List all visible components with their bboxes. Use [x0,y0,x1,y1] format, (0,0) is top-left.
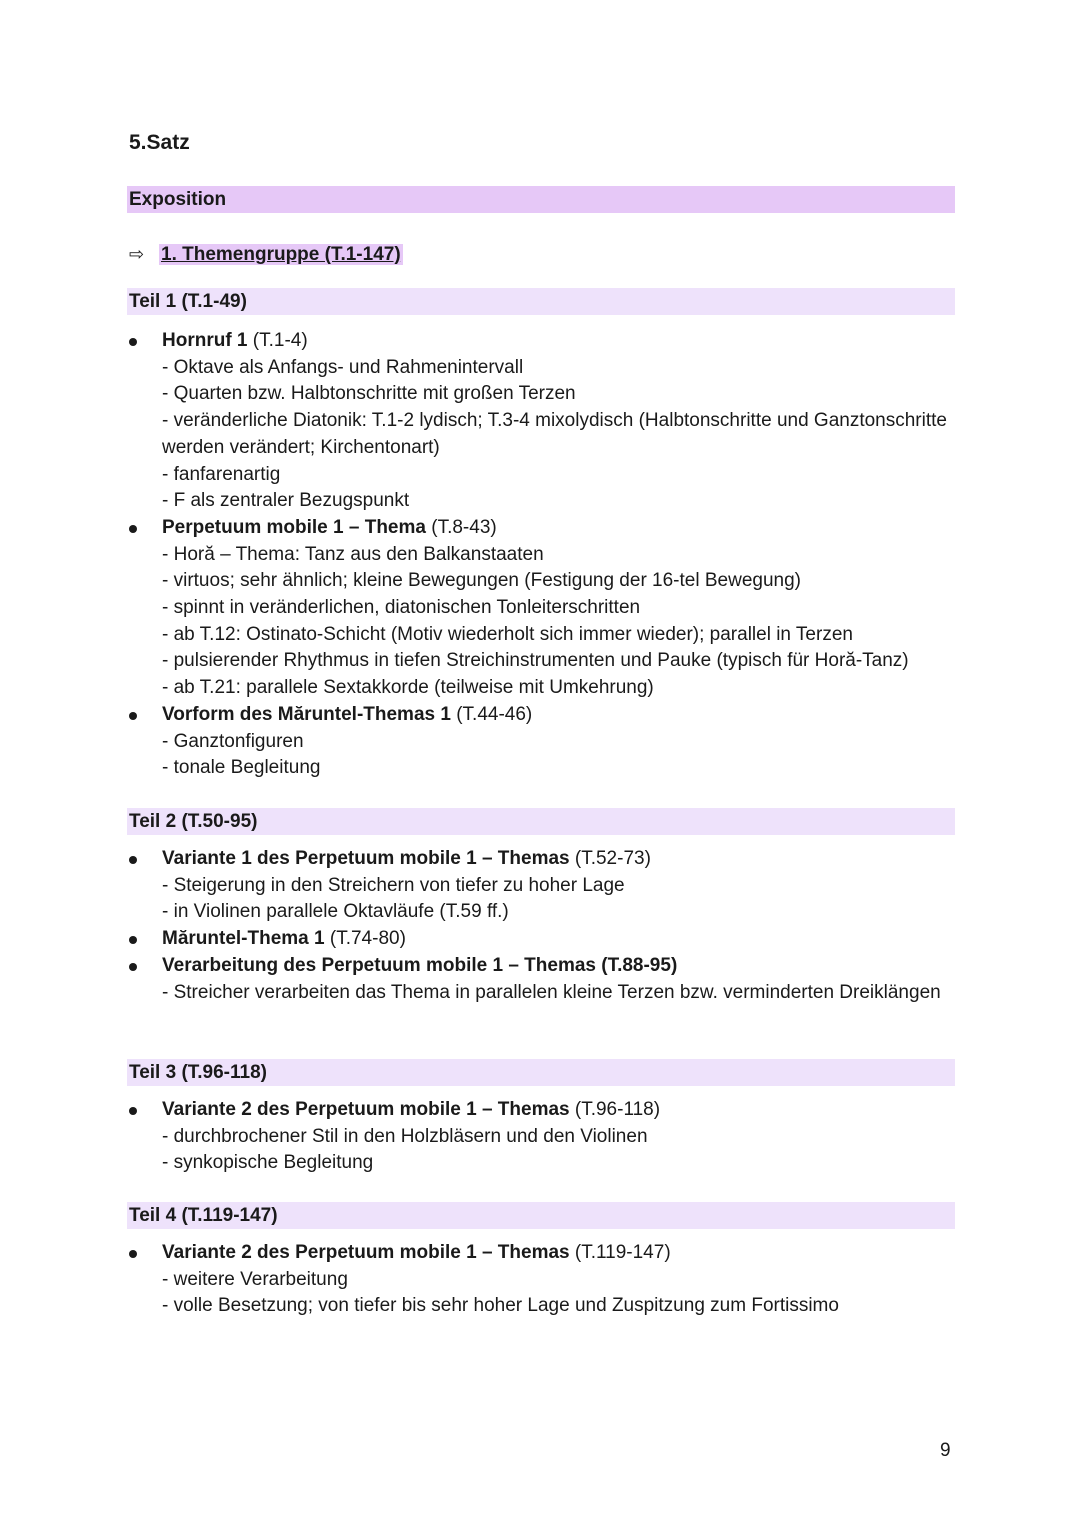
part-3-band: Teil 3 (T.96-118) [127,1059,955,1086]
part-2-list [129,846,969,1006]
list-item [129,846,969,926]
item-line: - F als zentraler Bezugspunkt [162,490,410,512]
item-line: - virtuos; sehr ähnlich; kleine Bewegungen (Festigung der 16-tel Bewegung) [162,570,801,592]
bullet-icon [129,712,137,720]
bullet-icon [129,1250,137,1258]
item-line: - Quarten bzw. Halbtonschritte mit großen Terzen [162,383,576,405]
list-item [129,953,969,1006]
item-title: Variante 2 des Perpetuum mobile 1 – Themas [162,1242,570,1263]
item-line: - tonale Begleitung [162,757,321,779]
item-title: Variante 2 des Perpetuum mobile 1 – Themas [162,1099,570,1120]
list-item [129,926,969,953]
list-item [129,1240,969,1320]
part-3-list [129,1097,969,1177]
item-title: Perpetuum mobile 1 – Thema [162,516,426,538]
page-number: 9 [940,1440,951,1461]
part-4-band: Teil 4 (T.119-147) [127,1202,955,1229]
item-line: - in Violinen parallele Oktavläufe (T.59 ff.) [162,901,509,923]
item-line: - veränderliche Diatonik: T.1-2 lydisch; T.3-4 mixolydisch (Halbtonschritte und Ganztonschritte werden verändert; Kirchentonart) [162,410,947,458]
item-line: - weitere Verarbeitung [162,1268,348,1290]
bullet-icon [129,525,137,533]
item-line: - volle Besetzung; von tiefer bis sehr hoher Lage und Zuspitzung zum Fortissimo [162,1295,839,1317]
item-title: Hornruf 1 [162,330,248,351]
theme-group-line [129,241,403,267]
item-ref: (T.52-73) [569,848,651,869]
part-4-list [129,1240,969,1320]
item-ref: (T.96-118) [569,1099,661,1120]
bullet-icon [129,856,137,864]
item-title: Măruntel-Thema 1 [162,928,325,950]
item-line: - pulsierender Rhythmus in tiefen Streichinstrumenten und Pauke (typisch für Horă-Tanz) [162,650,909,672]
part-1-band: Teil 1 (T.1-49) [127,288,955,315]
item-ref: (T.74-80) [324,928,406,950]
item-line: - Horă – Thema: Tanz aus den Balkanstaaten [162,543,544,565]
item-line: - ab T.12: Ostinato-Schicht (Motiv wiederholt sich immer wieder); parallel in Terzen [162,623,853,645]
list-item [129,702,969,782]
item-line: - Streicher verarbeiten das Thema in parallelen kleine Terzen bzw. verminderten Dreiklängen [162,981,941,1003]
item-line: - fanfarenartig [162,463,281,485]
section-heading: 5.Satz [129,131,190,154]
item-title: Verarbeitung des Perpetuum mobile 1 – Themas (T.88-95) [162,954,678,976]
item-title: Variante 1 des Perpetuum mobile 1 – Themas [162,848,570,869]
item-line: - durchbrochener Stil in den Holzbläsern und den Violinen [162,1125,648,1147]
item-ref: (T.119-147) [569,1242,671,1263]
arrow-icon: ⇨ [129,244,145,264]
item-line: - Oktave als Anfangs- und Rahmenintervall [162,356,524,378]
item-ref: (T.1-4) [247,330,308,351]
item-title: Vorform des Măruntel-Themas 1 [162,703,451,725]
bullet-icon [129,338,137,346]
item-line: - Ganztonfiguren [162,730,304,752]
bullet-icon [129,936,137,944]
item-line: - ab T.21: parallele Sextakkorde (teilweise mit Umkehrung) [162,677,654,699]
list-item [129,328,969,515]
exposition-band: Exposition [127,186,955,213]
list-item [129,1097,969,1177]
list-item [129,515,969,702]
part-1-list [129,328,969,782]
item-line: - Steigerung in den Streichern von tiefer zu hoher Lage [162,874,625,896]
theme-group-label: 1. Themengruppe (T.1-147) [161,244,401,265]
bullet-icon [129,963,137,971]
item-line: - synkopische Begleitung [162,1152,374,1174]
item-ref: (T.44-46) [450,703,533,725]
bullet-icon [129,1107,137,1115]
part-2-band: Teil 2 (T.50-95) [127,808,955,835]
item-ref: (T.8-43) [425,516,497,538]
item-line: - spinnt in veränderlichen, diatonischen Tonleiterschritten [162,597,641,619]
